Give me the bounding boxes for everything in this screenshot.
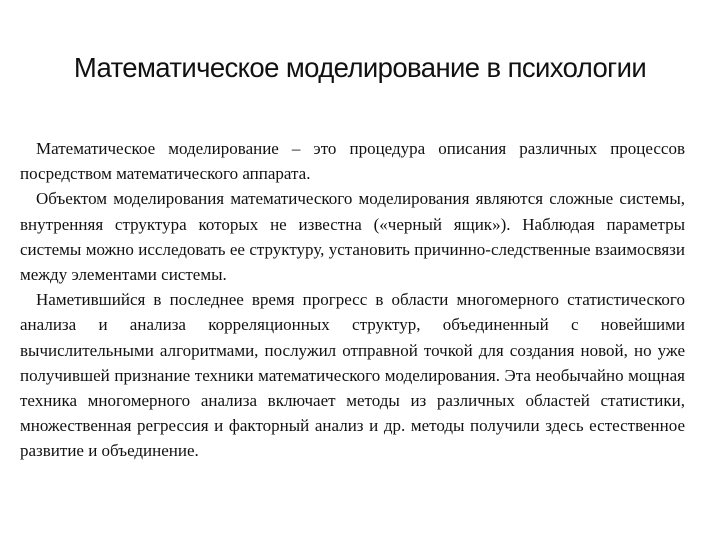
slide-body	[20, 136, 685, 464]
paragraph-progress: Наметившийся в последнее время прогресс в области многомерного статистического анализа и анализа корреляционных структур, объединенный с новейшими вычислительными алгоритмами, послужил отправной точкой для создания новой, но уже получившей признание техники математического моделирования. Эта необычайно мощная техника многомерного анализа включает методы из различных областей статистики, множественная регрессия и факторный анализ и др. методы получили здесь естественное развитие и объединение.	[20, 290, 685, 461]
slide-title: Математическое моделирование в психологии	[73, 52, 647, 83]
paragraph-object: Объектом моделирования математического моделирования являются сложные системы, внутренняя структура которых не известна («черный ящик»). Наблюдая параметры системы можно исследовать ее структуру, установить причинно-следственные взаимосвязи между элементами системы.	[20, 189, 685, 285]
paragraph-definition: Математическое моделирование – это процедура описания различных процессов посредством математического аппарата.	[20, 139, 685, 184]
